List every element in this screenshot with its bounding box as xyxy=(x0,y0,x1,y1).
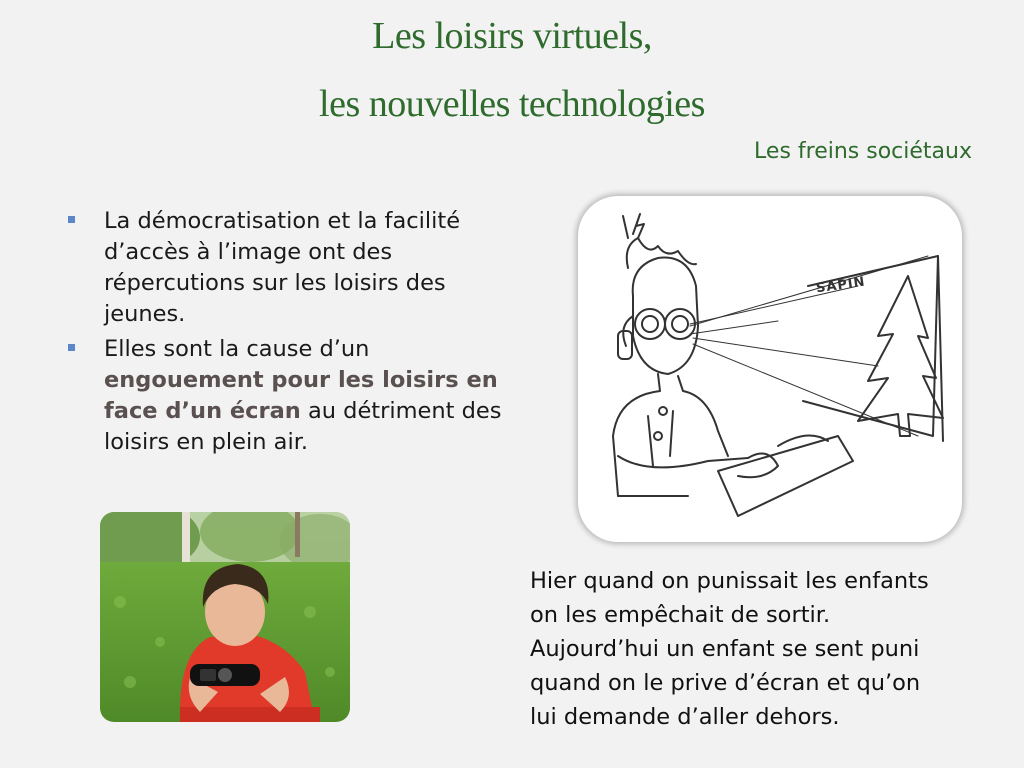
slide-subtitle: Les freins sociétaux xyxy=(754,139,972,164)
bullet-text: La démocratisation et la facilité d’accès à l’image ont des répercutions sur les loisirs des jeunes. xyxy=(104,208,461,327)
quote-line: Hier quand on punissait les enfants xyxy=(530,568,929,594)
quote-text xyxy=(530,564,1000,734)
sign-text: SAPIN xyxy=(815,274,867,297)
child-gaming-photo xyxy=(100,512,350,722)
slide-title-line1: Les loisirs virtuels, xyxy=(372,15,652,57)
bullet-list xyxy=(62,206,502,462)
bullet-item xyxy=(62,206,502,330)
bullet-text-after: au détriment des loisirs en plein air. xyxy=(104,398,502,455)
quote-line: quand on le prive d’écran et qu’on xyxy=(530,670,921,696)
vr-sketch-illustration xyxy=(578,196,962,542)
quote-line: lui demande d’aller dehors. xyxy=(530,704,840,730)
bullet-item xyxy=(62,334,502,458)
bullet-square-icon xyxy=(68,344,75,351)
quote-line: Aujourd’hui un enfant se sent puni xyxy=(530,636,920,662)
slide-title-line2: les nouvelles technologies xyxy=(319,83,705,125)
bullet-square-icon xyxy=(68,216,75,223)
bullet-highlight: engouement pour les loisirs en face d’un écran xyxy=(104,367,498,424)
quote-line: on les empêchait de sortir. xyxy=(530,602,831,628)
bullet-text-before: Elles sont la cause d’un xyxy=(104,336,370,362)
